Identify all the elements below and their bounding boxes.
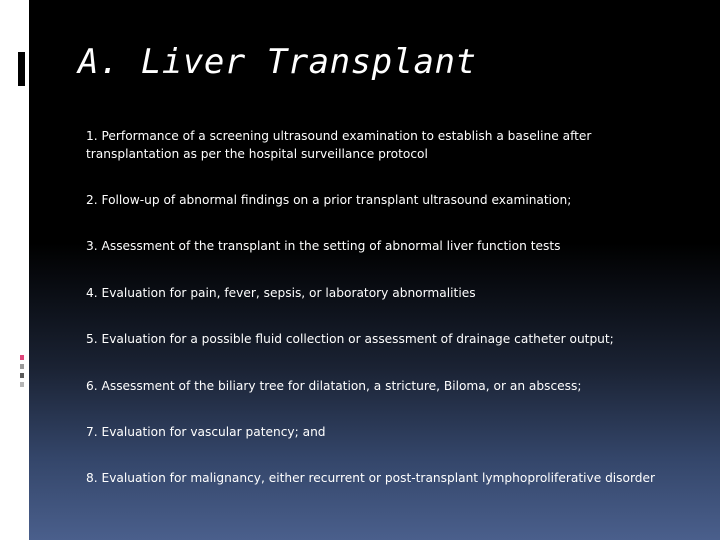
list-item: 7. Evaluation for vascular patency; and xyxy=(86,425,326,439)
slide-title: A. Liver Transplant xyxy=(78,42,477,82)
list-item: 5. Evaluation for a possible fluid collection or assessment of drainage catheter output; xyxy=(86,332,614,346)
title-accent-bar xyxy=(18,52,25,86)
accent-stripe-dark xyxy=(20,373,24,378)
accent-stripe-light xyxy=(20,382,24,387)
list-item: 8. Evaluation for malignancy, either recurrent or post-transplant lymphoproliferative disorder xyxy=(86,471,656,485)
list-item: 3. Assessment of the transplant in the setting of abnormal liver function tests xyxy=(86,239,561,253)
list-item: 1. Performance of a screening ultrasound examination to establish a baseline after transplantation as per the hospital surveillance protocol xyxy=(86,129,592,161)
list-item: 6. Assessment of the biliary tree for dilatation, a stricture, Biloma, or an abscess; xyxy=(86,379,582,393)
accent-stripe-gray xyxy=(20,364,24,369)
accent-stripe-pink xyxy=(20,355,24,360)
list-item: 4. Evaluation for pain, fever, sepsis, or laboratory abnormalities xyxy=(86,286,476,300)
list-item: 2. Follow-up of abnormal findings on a prior transplant ultrasound examination; xyxy=(86,193,572,207)
